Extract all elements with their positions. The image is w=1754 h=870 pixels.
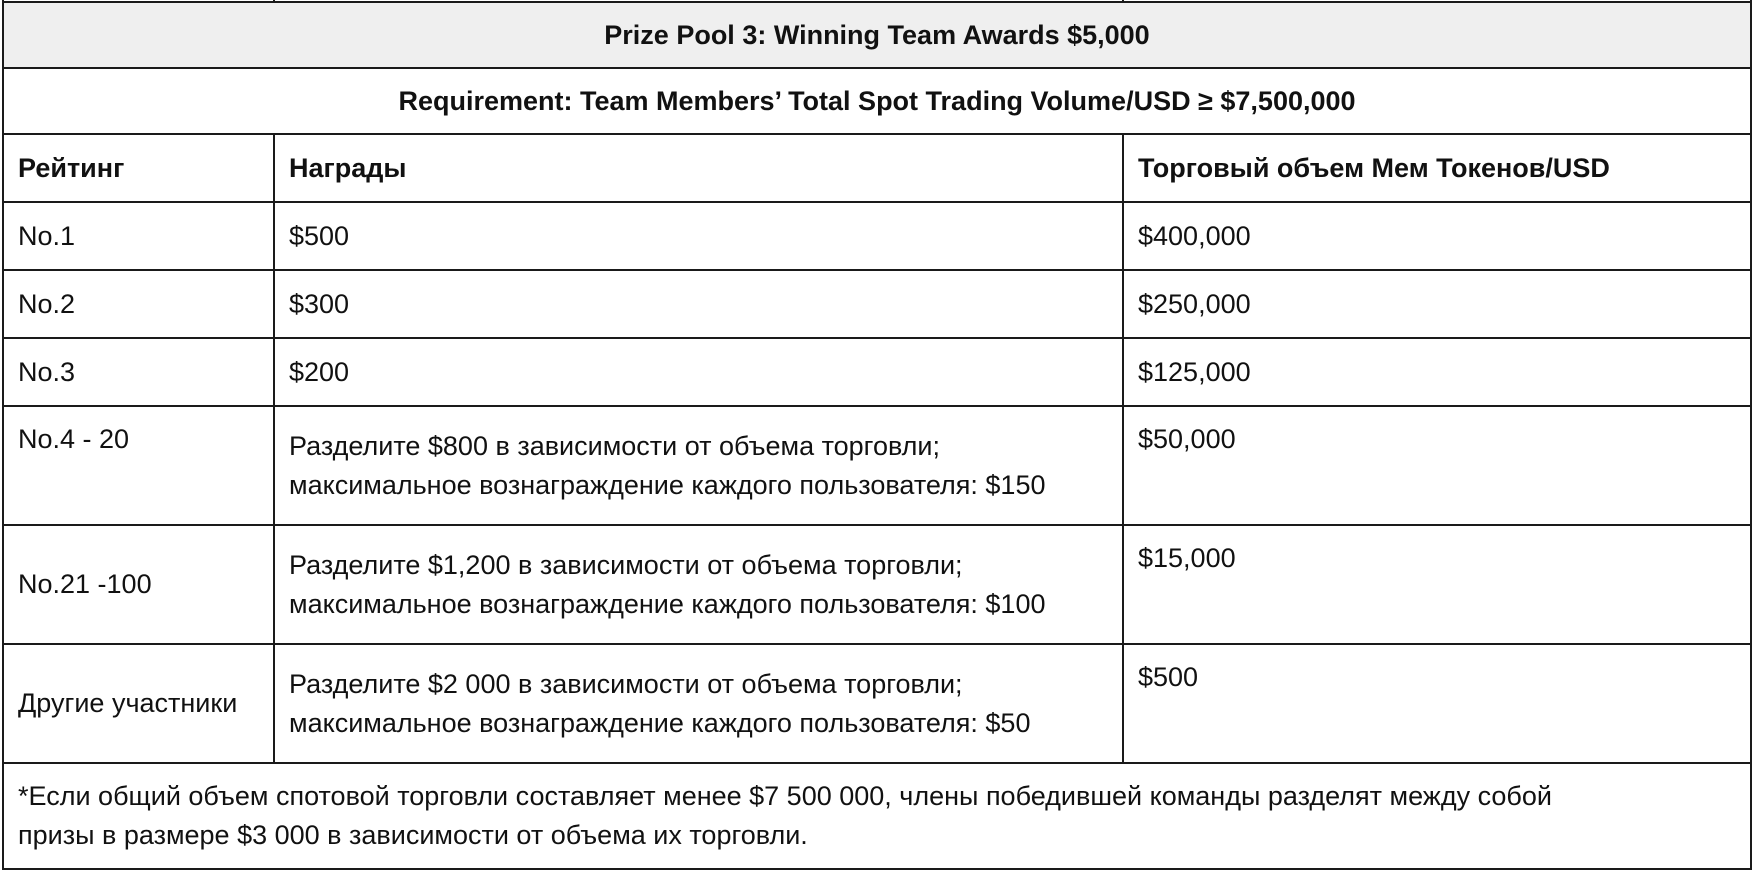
reward-line-1: Разделите $2 000 в зависимости от объема торговли; bbox=[289, 668, 963, 699]
rank-cell: No.2 bbox=[3, 270, 274, 338]
reward-cell bbox=[274, 644, 1123, 763]
rank-cell: No.21 -100 bbox=[3, 525, 274, 644]
prize-pool-table-container bbox=[2, 0, 1750, 870]
reward-line-2: максимальное вознаграждение каждого пользователя: $100 bbox=[289, 588, 1046, 619]
table-row bbox=[3, 338, 1751, 406]
volume-cell: $400,000 bbox=[1123, 202, 1751, 270]
requirement-row bbox=[3, 68, 1751, 134]
pool-title: Prize Pool 3: Winning Team Awards $5,000 bbox=[3, 2, 1751, 68]
table-row bbox=[3, 270, 1751, 338]
prize-pool-table bbox=[2, 0, 1752, 870]
footnote-row bbox=[3, 763, 1751, 869]
table-header-row bbox=[3, 134, 1751, 202]
reward-cell bbox=[274, 406, 1123, 525]
rank-cell: No.4 - 20 bbox=[3, 406, 274, 525]
volume-cell: $125,000 bbox=[1123, 338, 1751, 406]
header-rank: Рейтинг bbox=[3, 134, 274, 202]
footnote-line-2: призы в размере $3 000 в зависимости от объема их торговли. bbox=[18, 820, 808, 850]
footnote bbox=[3, 763, 1751, 869]
volume-cell: $500 bbox=[1123, 644, 1751, 763]
volume-cell: $250,000 bbox=[1123, 270, 1751, 338]
volume-cell: $15,000 bbox=[1123, 525, 1751, 644]
header-rewards: Награды bbox=[274, 134, 1123, 202]
pool-title-row bbox=[3, 2, 1751, 68]
reward-line-2: максимальное вознаграждение каждого пользователя: $150 bbox=[289, 469, 1046, 500]
table-row bbox=[3, 202, 1751, 270]
reward-cell: $200 bbox=[274, 338, 1123, 406]
reward-line-1: Разделите $800 в зависимости от объема торговли; bbox=[289, 430, 941, 461]
reward-cell: $300 bbox=[274, 270, 1123, 338]
volume-cell: $50,000 bbox=[1123, 406, 1751, 525]
table-row bbox=[3, 406, 1751, 525]
reward-cell: $500 bbox=[274, 202, 1123, 270]
rank-cell: Другие участники bbox=[3, 644, 274, 763]
header-volume: Торговый объем Мем Токенов/USD bbox=[1123, 134, 1751, 202]
reward-line-1: Разделите $1,200 в зависимости от объема торговли; bbox=[289, 549, 963, 580]
reward-line-2: максимальное вознаграждение каждого пользователя: $50 bbox=[289, 707, 1031, 738]
reward-cell bbox=[274, 525, 1123, 644]
requirement-text: Requirement: Team Members’ Total Spot Trading Volume/USD ≥ $7,500,000 bbox=[3, 68, 1751, 134]
table-row bbox=[3, 644, 1751, 763]
rank-cell: No.1 bbox=[3, 202, 274, 270]
footnote-line-1: *Если общий объем спотовой торговли составляет менее $7 500 000, члены победившей команды разделят между собой bbox=[18, 781, 1552, 811]
table-row bbox=[3, 525, 1751, 644]
rank-cell: No.3 bbox=[3, 338, 274, 406]
